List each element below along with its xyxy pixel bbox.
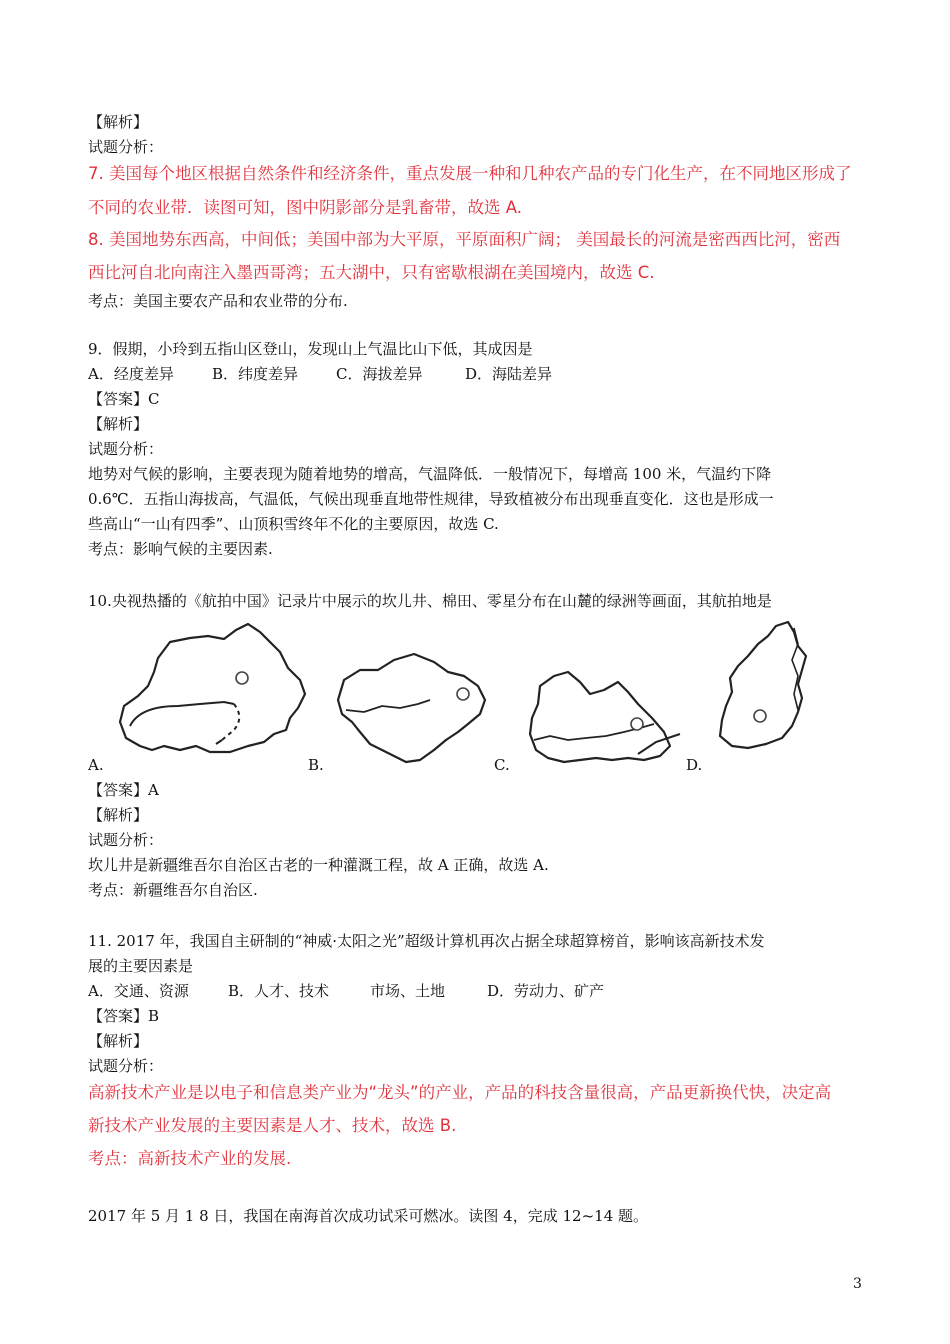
q8-analysis-line-2: 西比河自北向南注入墨西哥湾；五大湖中，只有密歇根湖在美国境内，故选 C. — [88, 263, 655, 282]
q9-kaodian: 考点：影响气候的主要因素. — [88, 540, 273, 558]
q8-analysis-line-1: 8. 美国地势东西高，中间低；美国中部为大平原，平原面积广阔； 美国最长的河流是密西西比河，密西 — [88, 230, 841, 249]
q9-analysis-line-3: 些高山“一山有四季”、山顶积雪终年不化的主要原因，故选 C. — [88, 515, 499, 533]
page-number: 3 — [853, 1276, 862, 1292]
q11-analysis-label: 试题分析： — [88, 1057, 164, 1075]
q11-analysis-line-2: 新技术产业发展的主要因素是人才、技术，故选 B. — [88, 1116, 457, 1135]
q10-option-c-label: C. — [494, 756, 510, 774]
q11-option-d: D．劳动力、矿产 — [487, 982, 605, 1000]
q10-analysis-line-1: 坎儿井是新疆维吾尔自治区古老的一种灌溉工程，故 A 正确，故选 A. — [88, 856, 549, 874]
q11-jiexi-heading: 【解析】 — [88, 1032, 149, 1050]
jiexi-heading: 【解析】 — [88, 113, 149, 131]
q11-option-c: 市场、土地 — [370, 982, 446, 1000]
q11-option-a: A．交通、资源 — [88, 982, 189, 1000]
q10-answer: 【答案】A — [88, 781, 159, 799]
q10-jiexi-heading: 【解析】 — [88, 806, 149, 824]
shanxi-map — [712, 616, 816, 756]
q7-analysis-line-2: 不同的农业带．读图可知，图中阴影部分是乳畜带，故选 A. — [88, 198, 522, 217]
q9-option-c: C．海拔差异 — [336, 365, 423, 383]
analysis-label: 试题分析： — [88, 138, 164, 156]
q9-answer: 【答案】C — [88, 390, 160, 408]
q11-stem-line-1: 11. 2017 年，我国自主研制的“神威·太阳之光”超级计算机再次占据全球超算榜首，影响该高新技术发 — [88, 932, 765, 950]
q11-stem-line-2: 展的主要因素是 — [88, 957, 194, 975]
q9-stem: 9．假期，小玲到五指山区登山，发现山上气温比山下低，其成因是 — [88, 340, 533, 358]
q10-kaodian: 考点：新疆维吾尔自治区. — [88, 881, 258, 899]
q7-analysis-line-1: 7. 美国每个地区根据自然条件和经济条件，重点发展一种和几种农产品的专门化生产，在不同地区形成了 — [88, 164, 852, 183]
q11-analysis-line-1: 高新技术产业是以电子和信息类产业为“龙头”的产业，产品的科技含量很高，产品更新换代快，决定高 — [88, 1083, 832, 1102]
q11-option-b: B．人才、技术 — [228, 982, 330, 1000]
q9-option-a: A．经度差异 — [88, 365, 174, 383]
q9-analysis-label: 试题分析： — [88, 440, 164, 458]
q11-kaodian: 考点：高新技术产业的发展. — [88, 1149, 292, 1168]
q9-analysis-line-1: 地势对气候的影响，主要表现为随着地势的增高，气温降低．一般情况下，每增高 100 米，气温约下降 — [88, 465, 772, 483]
q10-stem: 10.央视热播的《航拍中国》记录片中展示的坎儿井、棉田、零星分布在山麓的绿洲等画面，其航拍地是 — [88, 592, 772, 610]
q9-jiexi-heading: 【解析】 — [88, 415, 149, 433]
q12-14-intro: 2017 年 5 月 1 8 日，我国在南海首次成功试采可燃冰。读图 4，完成 12~14 题。 — [88, 1207, 649, 1225]
q9-analysis-line-2: 0.6℃．五指山海拔高，气温低，气候出现垂直地带性规律，导致植被分布出现垂直变化．这也是形成一 — [88, 490, 774, 508]
q10-option-a-label: A. — [88, 756, 104, 774]
kaodian: 考点：美国主要农产品和农业带的分布. — [88, 292, 348, 310]
q10-analysis-label: 试题分析： — [88, 831, 164, 849]
inner-mongolia-map — [330, 652, 490, 764]
xinjiang-map — [112, 622, 312, 762]
q9-option-b: B．纬度差异 — [212, 365, 299, 383]
ningxia-map — [520, 662, 685, 766]
q11-answer: 【答案】B — [88, 1007, 160, 1025]
q10-option-d-label: D. — [686, 756, 703, 774]
q9-option-d: D．海陆差异 — [465, 365, 553, 383]
q10-option-b-label: B. — [308, 756, 324, 774]
